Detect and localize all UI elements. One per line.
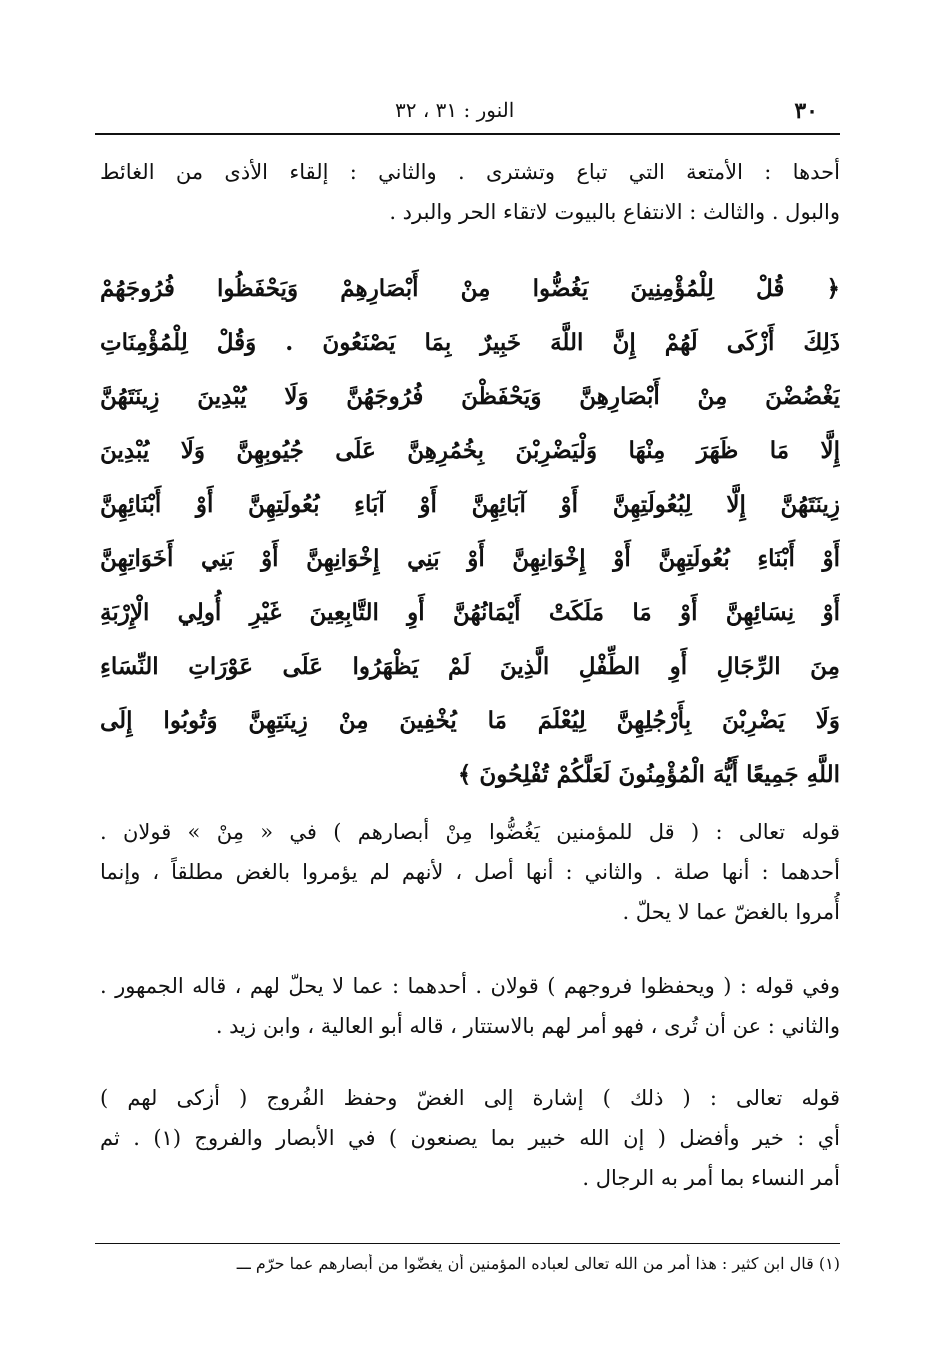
- commentary-paragraph-2: [100, 966, 840, 1046]
- intro-paragraph: [100, 152, 840, 232]
- verse-line: يَغْضُضْنَ مِنْ أَبْصَارِهِنَّ وَيَحْفَظْنَ فُرُوجَهُنَّ وَلَا يُبْدِينَ زِينَتَهُنَّ: [100, 383, 840, 410]
- verse-line: ﴿ قُلْ لِلْمُؤْمِنِينَ يَغُضُّوا مِنْ أَبْصَارِهِمْ وَيَحْفَظُوا فُرُوجَهُمْ: [100, 275, 840, 302]
- text-line: وفي قوله : ( ويحفظوا فروجهم ) قولان . أحدهما : عما لا يحلّ لهم ، قاله الجمهور .: [100, 974, 840, 998]
- commentary-paragraph-3: [100, 1078, 840, 1198]
- page-header: [95, 92, 840, 134]
- text-line: أي : خير وأفضل ( إن الله خبير بما يصنعون ) في الأبصار والفروج (١) . ثم: [100, 1126, 840, 1150]
- verse-line: أَوْ أَبْنَاءِ بُعُولَتِهِنَّ أَوْ إِخْوَانِهِنَّ أَوْ بَنِي إِخْوَانِهِنَّ أَوْ بَنِي أَخَوَاتِهِنَّ: [100, 545, 840, 572]
- text-line: أحدها : الأمتعة التي تباع وتشترى . والثاني : إلقاء الأذى من الغائط: [100, 160, 840, 184]
- text-line: أحدهما : أنها صلة . والثاني : أنها أصل ، لأنهم لم يؤمروا بالغض مطلقاً ، وإنما: [100, 860, 840, 884]
- footnote-rule: [95, 1243, 840, 1244]
- verse-line: ذَلِكَ أَزْكَى لَهُمْ إِنَّ اللَّهَ خَبِيرٌ بِمَا يَصْنَعُونَ . وَقُلْ لِلْمُؤْمِنَاتِ: [100, 329, 840, 356]
- running-title: النور : ٣١ ، ٣٢: [395, 98, 515, 122]
- verse-line: مِنَ الرِّجَالِ أَوِ الطِّفْلِ الَّذِينَ لَمْ يَظْهَرُوا عَلَى عَوْرَاتِ النِّسَاءِ: [100, 653, 840, 680]
- text-line: والبول . والثالث : الانتفاع بالبيوت لاتقاء الحر والبرد .: [389, 200, 840, 224]
- verse-line: إِلَّا مَا ظَهَرَ مِنْهَا وَلْيَضْرِبْنَ بِخُمُرِهِنَّ عَلَى جُيُوبِهِنَّ وَلَا يُبْدِينَ: [100, 437, 840, 464]
- page-number: ٣٠: [794, 98, 818, 124]
- verse-line: أَوْ نِسَائِهِنَّ أَوْ مَا مَلَكَتْ أَيْمَانُهُنَّ أَوِ التَّابِعِينَ غَيْرِ أُولِي الْإِرْبَةِ: [100, 599, 840, 626]
- verse-line: زِينَتَهُنَّ إِلَّا لِبُعُولَتِهِنَّ أَوْ آبَائِهِنَّ أَوْ آبَاءِ بُعُولَتِهِنَّ أَوْ أَبْنَائِهِنَّ: [100, 491, 840, 518]
- text-line: أمر النساء بما أمر به الرجال .: [582, 1166, 840, 1190]
- commentary-paragraph-1: [100, 812, 840, 932]
- footnote: (١) قال ابن كثير : هذا أمر من الله تعالى لعباده المؤمنين أن يغضّوا من أبصارهم عما حرّم ـــ: [236, 1254, 840, 1273]
- verse-line: اللَّهِ جَمِيعًا أَيُّهَ الْمُؤْمِنُونَ لَعَلَّكُمْ تُفْلِحُونَ ﴾: [457, 761, 840, 788]
- text-line: قوله تعالى : ( ذلك ) إشارة إلى الغضّ وحفظ الفُروج ( أزكى لهم ): [100, 1086, 840, 1110]
- text-line: قوله تعالى : ( قل للمؤمنين يَغُضُّوا مِنْ أبصارهم ) في « مِنْ » قولان .: [100, 820, 840, 844]
- verse-line: وَلَا يَضْرِبْنَ بِأَرْجُلِهِنَّ لِيُعْلَمَ مَا يُخْفِينَ مِنْ زِينَتِهِنَّ وَتُوبُوا إِلَى: [100, 707, 840, 734]
- text-line: أُمروا بالغضّ عما لا يحلّ .: [622, 900, 840, 924]
- quran-verse-block: [100, 262, 840, 802]
- text-line: والثاني : عن أن تُرى ، فهو أمر لهم بالاستتار ، قاله أبو العالية ، وابن زيد .: [215, 1014, 840, 1038]
- header-rule: [95, 133, 840, 135]
